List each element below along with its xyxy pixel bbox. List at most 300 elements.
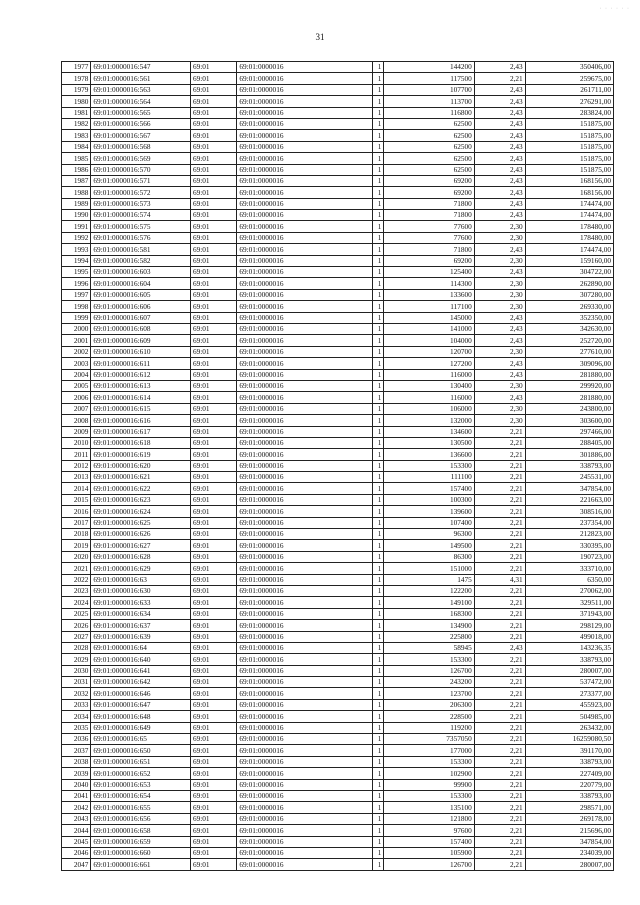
district-code-cell: 69:01 — [190, 574, 236, 585]
district-code-cell: 69:01 — [190, 255, 236, 266]
cadastral-block-cell: 69:01:0000016 — [237, 187, 373, 198]
cadastral-block-cell: 69:01:0000016 — [237, 255, 373, 266]
cadastral-value-cell: 342630,00 — [525, 323, 613, 334]
cadastral-number-cell: 69:01:0000016:570 — [91, 164, 191, 175]
table-row — [62, 426, 614, 437]
quantity-cell: 1 — [373, 73, 384, 84]
rate-cell: 2,21 — [474, 620, 525, 631]
cadastral-block-cell: 69:01:0000016 — [237, 198, 373, 209]
district-code-cell: 69:01 — [190, 620, 236, 631]
district-code-cell: 69:01 — [190, 779, 236, 790]
cadastral-number-cell: 69:01:0000016:625 — [91, 517, 191, 528]
rate-cell: 2,21 — [474, 494, 525, 505]
rate-cell: 2,21 — [474, 483, 525, 494]
quantity-cell: 1 — [373, 608, 384, 619]
district-code-cell: 69:01 — [190, 358, 236, 369]
district-code-cell: 69:01 — [190, 472, 236, 483]
cadastral-block-cell: 69:01:0000016 — [237, 84, 373, 95]
cadastral-value-cell: 262890,00 — [525, 278, 613, 289]
row-number-cell: 1999 — [62, 312, 91, 323]
cadastral-number-cell: 69:01:0000016:640 — [91, 654, 191, 665]
cadastral-number-cell: 69:01:0000016:633 — [91, 597, 191, 608]
row-number-cell: 2047 — [62, 859, 91, 870]
cadastral-block-cell: 69:01:0000016 — [237, 825, 373, 836]
cadastral-number-cell: 69:01:0000016:604 — [91, 278, 191, 289]
area-cell: 130500 — [384, 437, 474, 448]
row-number-cell: 2016 — [62, 506, 91, 517]
row-number-cell: 2023 — [62, 585, 91, 596]
district-code-cell: 69:01 — [190, 164, 236, 175]
cadastral-value-cell: 269178,00 — [525, 813, 613, 824]
rate-cell: 2,43 — [474, 210, 525, 221]
cadastral-block-cell: 69:01:0000016 — [237, 665, 373, 676]
cadastral-number-cell: 69:01:0000016:620 — [91, 460, 191, 471]
cadastral-block-cell: 69:01:0000016 — [237, 688, 373, 699]
district-code-cell: 69:01 — [190, 836, 236, 847]
cadastral-number-cell: 69:01:0000016:65 — [91, 734, 191, 745]
area-cell: 62500 — [384, 153, 474, 164]
row-number-cell: 1998 — [62, 301, 91, 312]
area-cell: 243200 — [384, 677, 474, 688]
rate-cell: 2,43 — [474, 187, 525, 198]
district-code-cell: 69:01 — [190, 141, 236, 152]
cadastral-number-cell: 69:01:0000016:659 — [91, 836, 191, 847]
area-cell: 206300 — [384, 699, 474, 710]
area-cell: 123700 — [384, 688, 474, 699]
cadastral-number-cell: 69:01:0000016:571 — [91, 175, 191, 186]
quantity-cell: 1 — [373, 335, 384, 346]
rate-cell: 2,43 — [474, 642, 525, 653]
district-code-cell: 69:01 — [190, 506, 236, 517]
table-row — [62, 688, 614, 699]
cadastral-number-cell: 69:01:0000016:630 — [91, 585, 191, 596]
table-row — [62, 267, 614, 278]
cadastral-number-cell: 69:01:0000016:547 — [91, 62, 191, 73]
area-cell: 111100 — [384, 472, 474, 483]
cadastral-number-cell: 69:01:0000016:629 — [91, 563, 191, 574]
district-code-cell: 69:01 — [190, 460, 236, 471]
cadastral-number-cell: 69:01:0000016:653 — [91, 779, 191, 790]
page-number: 31 — [315, 32, 325, 42]
cadastral-number-cell: 69:01:0000016:650 — [91, 745, 191, 756]
district-code-cell: 69:01 — [190, 426, 236, 437]
cadastral-block-cell: 69:01:0000016 — [237, 859, 373, 870]
cadastral-number-cell: 69:01:0000016:654 — [91, 791, 191, 802]
quantity-cell: 1 — [373, 380, 384, 391]
table-row — [62, 563, 614, 574]
quantity-cell: 1 — [373, 631, 384, 642]
area-cell: 149100 — [384, 597, 474, 608]
quantity-cell: 1 — [373, 301, 384, 312]
cadastral-number-cell: 69:01:0000016:642 — [91, 677, 191, 688]
rate-cell: 2,21 — [474, 665, 525, 676]
area-cell: 177000 — [384, 745, 474, 756]
cadastral-value-cell: 178480,00 — [525, 221, 613, 232]
cadastral-value-cell: 277610,00 — [525, 346, 613, 357]
area-cell: 86300 — [384, 551, 474, 562]
cadastral-number-cell: 69:01:0000016:567 — [91, 130, 191, 141]
cadastral-block-cell: 69:01:0000016 — [237, 506, 373, 517]
cadastral-block-cell: 69:01:0000016 — [237, 289, 373, 300]
quantity-cell: 1 — [373, 574, 384, 585]
row-number-cell: 2011 — [62, 449, 91, 460]
cadastral-number-cell: 69:01:0000016:658 — [91, 825, 191, 836]
rate-cell: 2,21 — [474, 506, 525, 517]
rate-cell: 2,30 — [474, 289, 525, 300]
quantity-cell: 1 — [373, 289, 384, 300]
cadastral-number-cell: 69:01:0000016:660 — [91, 847, 191, 858]
cadastral-value-cell: 174474,00 — [525, 244, 613, 255]
district-code-cell: 69:01 — [190, 494, 236, 505]
cadastral-value-cell: 298129,00 — [525, 620, 613, 631]
cadastral-block-cell: 69:01:0000016 — [237, 96, 373, 107]
table-row — [62, 392, 614, 403]
cadastral-value-cell: 245531,00 — [525, 472, 613, 483]
rate-cell: 2,43 — [474, 369, 525, 380]
row-number-cell: 2009 — [62, 426, 91, 437]
quantity-cell: 1 — [373, 358, 384, 369]
cadastral-value-cell: 263432,00 — [525, 722, 613, 733]
district-code-cell: 69:01 — [190, 187, 236, 198]
cadastral-value-cell: 6350,00 — [525, 574, 613, 585]
cadastral-block-cell: 69:01:0000016 — [237, 756, 373, 767]
table-row — [62, 802, 614, 813]
cadastral-block-cell: 69:01:0000016 — [237, 642, 373, 653]
row-number-cell: 2044 — [62, 825, 91, 836]
rate-cell: 2,43 — [474, 107, 525, 118]
district-code-cell: 69:01 — [190, 768, 236, 779]
district-code-cell: 69:01 — [190, 859, 236, 870]
cadastral-block-cell: 69:01:0000016 — [237, 380, 373, 391]
district-code-cell: 69:01 — [190, 278, 236, 289]
row-number-cell: 1988 — [62, 187, 91, 198]
row-number-cell: 2017 — [62, 517, 91, 528]
rate-cell: 2,21 — [474, 734, 525, 745]
cadastral-block-cell: 69:01:0000016 — [237, 722, 373, 733]
cadastral-number-cell: 69:01:0000016:637 — [91, 620, 191, 631]
quantity-cell: 1 — [373, 699, 384, 710]
area-cell: 104000 — [384, 335, 474, 346]
cadastral-value-cell: 283824,00 — [525, 107, 613, 118]
rate-cell: 2,43 — [474, 153, 525, 164]
table-row — [62, 335, 614, 346]
row-number-cell: 1993 — [62, 244, 91, 255]
cadastral-number-cell: 69:01:0000016:573 — [91, 198, 191, 209]
area-cell: 107400 — [384, 517, 474, 528]
area-cell: 113700 — [384, 96, 474, 107]
rate-cell: 2,30 — [474, 255, 525, 266]
table-row — [62, 460, 614, 471]
rate-cell: 2,43 — [474, 323, 525, 334]
cadastral-value-cell: 151875,00 — [525, 141, 613, 152]
cadastral-block-cell: 69:01:0000016 — [237, 608, 373, 619]
table-row — [62, 574, 614, 585]
cadastral-value-cell: 261711,00 — [525, 84, 613, 95]
cadastral-number-cell: 69:01:0000016:568 — [91, 141, 191, 152]
table-row — [62, 847, 614, 858]
row-number-cell: 2013 — [62, 472, 91, 483]
cadastral-number-cell: 69:01:0000016:655 — [91, 802, 191, 813]
rate-cell: 2,21 — [474, 756, 525, 767]
area-cell: 62500 — [384, 130, 474, 141]
area-cell: 116000 — [384, 392, 474, 403]
district-code-cell: 69:01 — [190, 608, 236, 619]
cadastral-value-cell: 347854,00 — [525, 836, 613, 847]
row-number-cell: 2040 — [62, 779, 91, 790]
cadastral-block-cell: 69:01:0000016 — [237, 141, 373, 152]
cadastral-value-cell: 281880,00 — [525, 392, 613, 403]
quantity-cell: 1 — [373, 859, 384, 870]
area-cell: 77600 — [384, 232, 474, 243]
cadastral-block-cell: 69:01:0000016 — [237, 164, 373, 175]
area-cell: 62500 — [384, 164, 474, 175]
table-row — [62, 825, 614, 836]
quantity-cell: 1 — [373, 62, 384, 73]
cadastral-block-cell: 69:01:0000016 — [237, 597, 373, 608]
cadastral-number-cell: 69:01:0000016:603 — [91, 267, 191, 278]
row-number-cell: 1985 — [62, 153, 91, 164]
quantity-cell: 1 — [373, 802, 384, 813]
cadastral-value-cell: 347854,00 — [525, 483, 613, 494]
district-code-cell: 69:01 — [190, 563, 236, 574]
area-cell: 116800 — [384, 107, 474, 118]
district-code-cell: 69:01 — [190, 825, 236, 836]
cadastral-value-cell: 221663,00 — [525, 494, 613, 505]
area-cell: 228500 — [384, 711, 474, 722]
quantity-cell: 1 — [373, 494, 384, 505]
quantity-cell: 1 — [373, 312, 384, 323]
table-row — [62, 210, 614, 221]
quantity-cell: 1 — [373, 836, 384, 847]
cadastral-block-cell: 69:01:0000016 — [237, 403, 373, 414]
cadastral-number-cell: 69:01:0000016:661 — [91, 859, 191, 870]
cadastral-value-cell: 234039,00 — [525, 847, 613, 858]
cadastral-number-cell: 69:01:0000016:575 — [91, 221, 191, 232]
rate-cell: 2,21 — [474, 654, 525, 665]
district-code-cell: 69:01 — [190, 517, 236, 528]
area-cell: 134600 — [384, 426, 474, 437]
cadastral-value-cell: 168156,00 — [525, 187, 613, 198]
rate-cell: 2,30 — [474, 278, 525, 289]
cadastral-value-cell: 143236,35 — [525, 642, 613, 653]
rate-cell: 2,21 — [474, 711, 525, 722]
row-number-cell: 2005 — [62, 380, 91, 391]
area-cell: 69200 — [384, 187, 474, 198]
district-code-cell: 69:01 — [190, 540, 236, 551]
quantity-cell: 1 — [373, 813, 384, 824]
rate-cell: 2,43 — [474, 244, 525, 255]
quantity-cell: 1 — [373, 711, 384, 722]
quantity-cell: 1 — [373, 756, 384, 767]
table-row — [62, 187, 614, 198]
cadastral-block-cell: 69:01:0000016 — [237, 734, 373, 745]
quantity-cell: 1 — [373, 153, 384, 164]
cadastral-value-cell: 280007,00 — [525, 859, 613, 870]
district-code-cell: 69:01 — [190, 267, 236, 278]
rate-cell: 2,43 — [474, 141, 525, 152]
cadastral-value-cell: 298571,00 — [525, 802, 613, 813]
district-code-cell: 69:01 — [190, 210, 236, 221]
table-row — [62, 699, 614, 710]
area-cell: 7357050 — [384, 734, 474, 745]
rate-cell: 2,21 — [474, 813, 525, 824]
rate-cell: 2,21 — [474, 859, 525, 870]
area-cell: 105900 — [384, 847, 474, 858]
area-cell: 58945 — [384, 642, 474, 653]
cadastral-block-cell: 69:01:0000016 — [237, 551, 373, 562]
district-code-cell: 69:01 — [190, 84, 236, 95]
row-number-cell: 2043 — [62, 813, 91, 824]
area-cell: 133600 — [384, 289, 474, 300]
row-number-cell: 2008 — [62, 415, 91, 426]
table-row — [62, 312, 614, 323]
cadastral-block-cell: 69:01:0000016 — [237, 460, 373, 471]
district-code-cell: 69:01 — [190, 175, 236, 186]
cadastral-value-cell: 16259080,50 — [525, 734, 613, 745]
cadastral-number-cell: 69:01:0000016:566 — [91, 118, 191, 129]
table-row — [62, 73, 614, 84]
cadastral-number-cell: 69:01:0000016:63 — [91, 574, 191, 585]
quantity-cell: 1 — [373, 563, 384, 574]
cadastral-block-cell: 69:01:0000016 — [237, 836, 373, 847]
area-cell: 144200 — [384, 62, 474, 73]
quantity-cell: 1 — [373, 323, 384, 334]
area-cell: 149500 — [384, 540, 474, 551]
table-row — [62, 779, 614, 790]
row-number-cell: 1982 — [62, 118, 91, 129]
row-number-cell: 1979 — [62, 84, 91, 95]
area-cell: 102900 — [384, 768, 474, 779]
district-code-cell: 69:01 — [190, 665, 236, 676]
table-row — [62, 403, 614, 414]
table-row — [62, 96, 614, 107]
cadastral-block-cell: 69:01:0000016 — [237, 426, 373, 437]
cadastral-value-cell: 269330,00 — [525, 301, 613, 312]
row-number-cell: 1995 — [62, 267, 91, 278]
cadastral-value-cell: 297466,00 — [525, 426, 613, 437]
area-cell: 127200 — [384, 358, 474, 369]
district-code-cell: 69:01 — [190, 221, 236, 232]
cadastral-block-cell: 69:01:0000016 — [237, 677, 373, 688]
cadastral-number-cell: 69:01:0000016:616 — [91, 415, 191, 426]
cadastral-number-cell: 69:01:0000016:647 — [91, 699, 191, 710]
table-row — [62, 198, 614, 209]
row-number-cell: 1991 — [62, 221, 91, 232]
area-cell: 153300 — [384, 791, 474, 802]
cadastral-value-cell: 301886,00 — [525, 449, 613, 460]
cadastral-number-cell: 69:01:0000016:576 — [91, 232, 191, 243]
cadastral-block-cell: 69:01:0000016 — [237, 699, 373, 710]
area-cell: 62500 — [384, 141, 474, 152]
table-row — [62, 358, 614, 369]
rate-cell: 2,21 — [474, 608, 525, 619]
district-code-cell: 69:01 — [190, 153, 236, 164]
area-cell: 107700 — [384, 84, 474, 95]
row-number-cell: 2038 — [62, 756, 91, 767]
cadastral-value-cell: 151875,00 — [525, 130, 613, 141]
cadastral-value-cell: 168156,00 — [525, 175, 613, 186]
cadastral-value-cell: 237354,00 — [525, 517, 613, 528]
cadastral-block-cell: 69:01:0000016 — [237, 244, 373, 255]
cadastral-number-cell: 69:01:0000016:652 — [91, 768, 191, 779]
area-cell: 69200 — [384, 255, 474, 266]
district-code-cell: 69:01 — [190, 642, 236, 653]
table-row — [62, 506, 614, 517]
cadastral-number-cell: 69:01:0000016:605 — [91, 289, 191, 300]
cadastral-number-cell: 69:01:0000016:64 — [91, 642, 191, 653]
cadastral-block-cell: 69:01:0000016 — [237, 358, 373, 369]
rate-cell: 2,43 — [474, 62, 525, 73]
table-row — [62, 301, 614, 312]
table-row — [62, 745, 614, 756]
table-row — [62, 722, 614, 733]
cadastral-value-cell: 391170,00 — [525, 745, 613, 756]
table-row — [62, 597, 614, 608]
quantity-cell: 1 — [373, 791, 384, 802]
district-code-cell: 69:01 — [190, 232, 236, 243]
district-code-cell: 69:01 — [190, 802, 236, 813]
cadastral-block-cell: 69:01:0000016 — [237, 73, 373, 84]
rate-cell: 2,21 — [474, 597, 525, 608]
area-cell: 69200 — [384, 175, 474, 186]
quantity-cell: 1 — [373, 164, 384, 175]
rate-cell: 2,30 — [474, 232, 525, 243]
quantity-cell: 1 — [373, 255, 384, 266]
cadastral-value-cell: 212823,00 — [525, 529, 613, 540]
rate-cell: 2,21 — [474, 449, 525, 460]
cadastral-block-cell: 69:01:0000016 — [237, 779, 373, 790]
row-number-cell: 2037 — [62, 745, 91, 756]
quantity-cell: 1 — [373, 483, 384, 494]
cadastral-value-cell: 338793,00 — [525, 654, 613, 665]
row-number-cell: 2010 — [62, 437, 91, 448]
district-code-cell: 69:01 — [190, 244, 236, 255]
cadastral-value-cell: 352350,00 — [525, 312, 613, 323]
cadastral-value-table — [61, 61, 614, 871]
district-code-cell: 69:01 — [190, 791, 236, 802]
cadastral-number-cell: 69:01:0000016:623 — [91, 494, 191, 505]
row-number-cell: 2018 — [62, 529, 91, 540]
row-number-cell: 2035 — [62, 722, 91, 733]
quantity-cell: 1 — [373, 585, 384, 596]
row-number-cell: 1994 — [62, 255, 91, 266]
cadastral-block-cell: 69:01:0000016 — [237, 62, 373, 73]
cadastral-number-cell: 69:01:0000016:610 — [91, 346, 191, 357]
cadastral-block-cell: 69:01:0000016 — [237, 711, 373, 722]
table-row — [62, 164, 614, 175]
district-code-cell: 69:01 — [190, 699, 236, 710]
quantity-cell: 1 — [373, 779, 384, 790]
rate-cell: 2,21 — [474, 825, 525, 836]
rate-cell: 2,21 — [474, 517, 525, 528]
table-row — [62, 175, 614, 186]
cadastral-value-cell: 151875,00 — [525, 153, 613, 164]
table-row — [62, 141, 614, 152]
table-row — [62, 483, 614, 494]
cadastral-block-cell: 69:01:0000016 — [237, 631, 373, 642]
table-row — [62, 836, 614, 847]
table-row — [62, 608, 614, 619]
area-cell: 71800 — [384, 210, 474, 221]
row-number-cell: 2042 — [62, 802, 91, 813]
cadastral-number-cell: 69:01:0000016:564 — [91, 96, 191, 107]
cadastral-number-cell: 69:01:0000016:651 — [91, 756, 191, 767]
cadastral-block-cell: 69:01:0000016 — [237, 620, 373, 631]
table-row — [62, 494, 614, 505]
quantity-cell: 1 — [373, 141, 384, 152]
table-row — [62, 437, 614, 448]
cadastral-block-cell: 69:01:0000016 — [237, 529, 373, 540]
